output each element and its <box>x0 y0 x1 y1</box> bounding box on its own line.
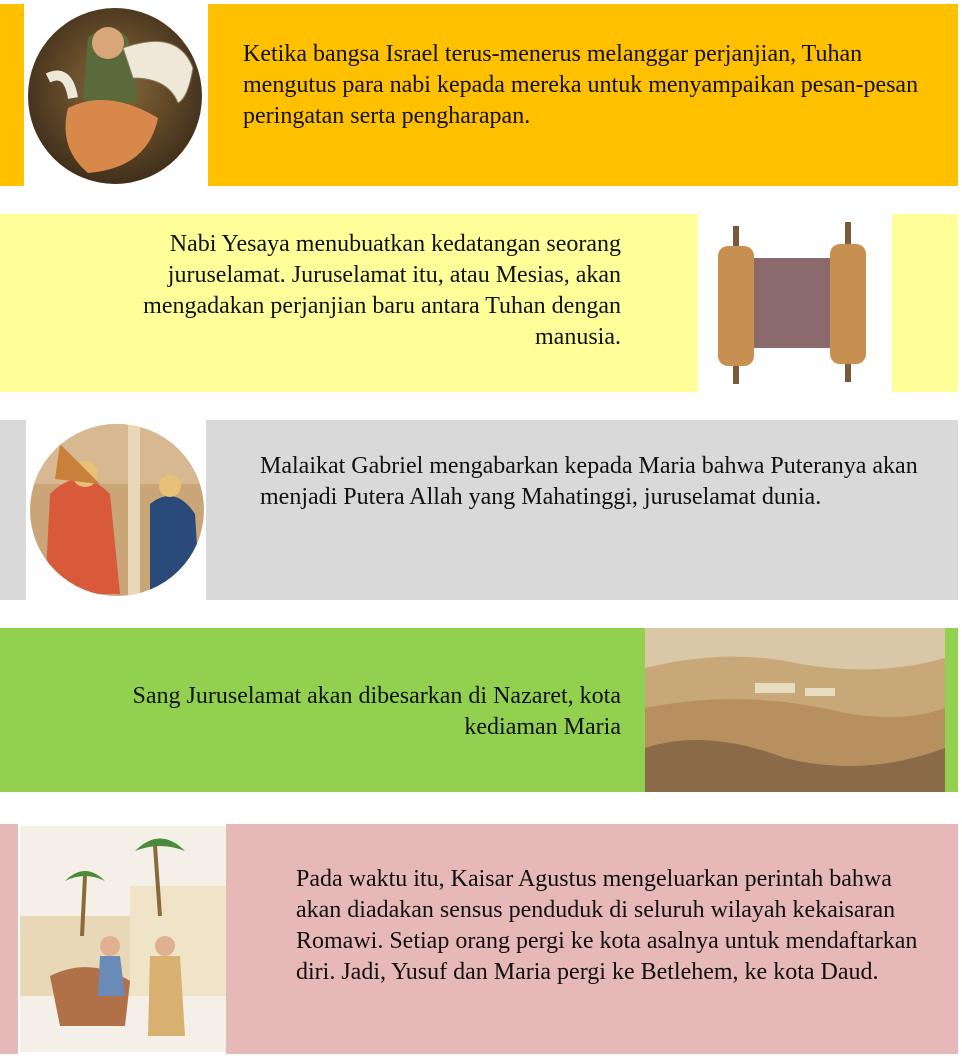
panel-nazareth-text: Sang Juruselamat akan dibesarkan di Nazaret, kota kediaman Maria <box>132 683 621 740</box>
panel-census-text: Pada waktu itu, Kaisar Agustus mengeluarkan perintah bahwa akan diadakan sensus penduduk di seluruh wilayah kekaisaran Romawi. Setiap orang pergi ke kota asalnya untuk mendaftarkan diri. Jadi, Yusuf dan Maria pergi ke Betlehem, ke kota Daud. <box>296 866 918 985</box>
nazareth-landscape-image <box>645 628 945 792</box>
panel-isaiah-text: Nabi Yesaya menubuatkan kedatangan seorang juruselamat. Juruselamat itu, atau Mesias, akan mengadakan perjanjian baru antara Tuhan dengan manusia. <box>143 231 621 350</box>
prophet-painting-image <box>28 8 202 184</box>
panel-annunciation-text: Malaikat Gabriel mengabarkan kepada Maria bahwa Puteranya akan menjadi Putera Allah yang Mahatinggi, juruselamat dunia. <box>260 453 918 510</box>
annunciation-painting-image <box>30 424 204 596</box>
panel-prophets-text: Ketika bangsa Israel terus-menerus melanggar perjanjian, Tuhan mengutus para nabi kepada mereka untuk menyampaikan pesan-pesan peringatan serta pengharapan. <box>243 41 919 129</box>
journey-illustration-image <box>20 826 226 1052</box>
scroll-image <box>700 216 890 390</box>
